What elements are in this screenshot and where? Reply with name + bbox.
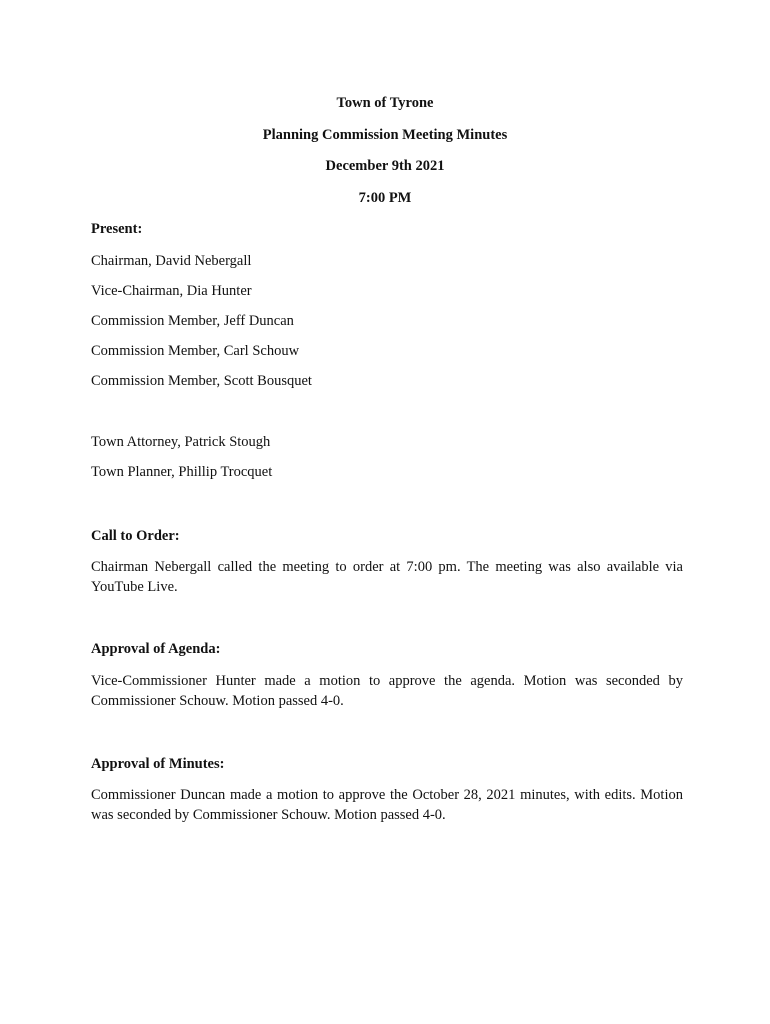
approval-of-minutes-heading: Approval of Minutes: <box>91 756 225 772</box>
approval-of-minutes-text: Commissioner Duncan made a motion to approve the October 28, 2021 minutes, with edits. Motion was seconded by Commissioner Schouw. Motion passed 4-0. <box>91 787 683 823</box>
attendee-member-bousquet: Commission Member, Scott Bousquet <box>91 373 312 389</box>
attendee-member-duncan: Commission Member, Jeff Duncan <box>91 313 294 329</box>
attendee-member-schouw: Commission Member, Carl Schouw <box>91 343 300 359</box>
attendee-chairman: Chairman, David Nebergall <box>91 253 252 269</box>
town-name: Town of Tyrone <box>336 95 434 111</box>
approval-of-agenda-text: Vice-Commissioner Hunter made a motion to approve the agenda. Motion was seconded by Commissioner Schouw. Motion passed 4-0. <box>91 673 683 709</box>
call-to-order-text: Chairman Nebergall called the meeting to order at 7:00 pm. The meeting was also available via YouTube Live. <box>91 559 683 595</box>
meeting-date: December 9th 2021 <box>325 158 445 174</box>
document-title: Planning Commission Meeting Minutes <box>262 127 508 143</box>
approval-of-agenda-heading: Approval of Agenda: <box>91 641 221 657</box>
staff-town-attorney: Town Attorney, Patrick Stough <box>91 434 271 450</box>
attendee-vice-chairman: Vice-Chairman, Dia Hunter <box>91 283 252 299</box>
present-heading: Present: <box>91 221 143 237</box>
meeting-time: 7:00 PM <box>358 190 412 206</box>
call-to-order-heading: Call to Order: <box>91 528 180 544</box>
staff-town-planner: Town Planner, Phillip Trocquet <box>91 464 273 480</box>
